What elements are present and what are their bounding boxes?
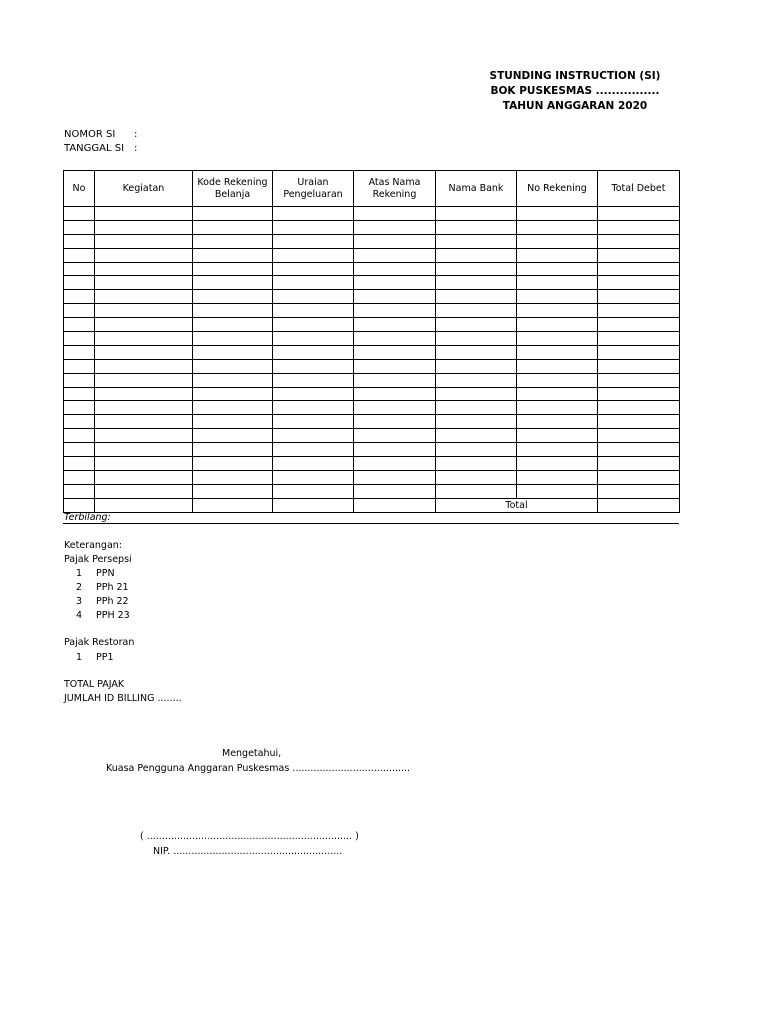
- table-cell[interactable]: [64, 234, 95, 248]
- table-cell[interactable]: [436, 207, 517, 221]
- nomor-si-label: NOMOR SI: [64, 129, 116, 140]
- table-cell[interactable]: [273, 276, 354, 290]
- table-cell[interactable]: [193, 387, 273, 401]
- table-row: [64, 373, 680, 387]
- table-row: [64, 318, 680, 332]
- table-cell[interactable]: [273, 415, 354, 429]
- table-cell[interactable]: [64, 484, 95, 498]
- table-cell[interactable]: [436, 345, 517, 359]
- table-cell[interactable]: [95, 429, 193, 443]
- kuasa-pengguna-label: Kuasa Pengguna Anggaran Puskesmas .......................................: [106, 763, 411, 774]
- table-cell[interactable]: [517, 429, 598, 443]
- terbilang-divider: [63, 523, 679, 524]
- header-line-2: BOK PUSKESMAS ................: [490, 85, 660, 97]
- table-cell[interactable]: [436, 470, 517, 484]
- column-header: Atas Nama Rekening: [354, 171, 436, 207]
- table-cell[interactable]: [436, 262, 517, 276]
- list-item-label: PPh 22: [96, 596, 129, 607]
- table-cell[interactable]: [354, 207, 436, 221]
- table-cell[interactable]: [95, 484, 193, 498]
- list-item-label: PPH 23: [96, 610, 130, 621]
- table-cell[interactable]: [517, 415, 598, 429]
- table-cell[interactable]: [517, 276, 598, 290]
- table-row: [64, 332, 680, 346]
- nip-line: NIP. ........................................................: [153, 846, 343, 857]
- table-cell[interactable]: [95, 276, 193, 290]
- table-cell[interactable]: [436, 276, 517, 290]
- table-row: [64, 207, 680, 221]
- table-cell[interactable]: [64, 345, 95, 359]
- table-cell[interactable]: [193, 248, 273, 262]
- list-item-label: PP1: [96, 652, 114, 663]
- table-cell[interactable]: [193, 290, 273, 304]
- table-cell[interactable]: [193, 304, 273, 318]
- table-cell[interactable]: [517, 345, 598, 359]
- table-cell[interactable]: [64, 387, 95, 401]
- table-cell[interactable]: [517, 387, 598, 401]
- table-row: [64, 443, 680, 457]
- table-cell[interactable]: [64, 318, 95, 332]
- table-row: [64, 387, 680, 401]
- table-cell[interactable]: [95, 457, 193, 471]
- table-cell[interactable]: [436, 457, 517, 471]
- table-cell[interactable]: [193, 443, 273, 457]
- table-cell[interactable]: [95, 345, 193, 359]
- table-cell[interactable]: [95, 220, 193, 234]
- table-cell[interactable]: [64, 443, 95, 457]
- table-body: [64, 207, 680, 499]
- table-cell[interactable]: [354, 470, 436, 484]
- instruction-table: [63, 170, 680, 513]
- table-cell[interactable]: [436, 484, 517, 498]
- table-cell[interactable]: [95, 262, 193, 276]
- table-cell[interactable]: [273, 401, 354, 415]
- table-cell[interactable]: [64, 276, 95, 290]
- table-cell[interactable]: [95, 387, 193, 401]
- table-cell[interactable]: [193, 318, 273, 332]
- table-cell[interactable]: [273, 248, 354, 262]
- table-cell[interactable]: [517, 332, 598, 346]
- terbilang-label: Terbilang:: [64, 512, 111, 523]
- table-row: [64, 415, 680, 429]
- keterangan-title: Keterangan:: [64, 540, 122, 551]
- table-cell[interactable]: [193, 220, 273, 234]
- table-row: [64, 234, 680, 248]
- table-cell[interactable]: [598, 345, 680, 359]
- table-cell[interactable]: [517, 401, 598, 415]
- table-row: [64, 484, 680, 498]
- table-header-row: [64, 171, 680, 207]
- list-item: [64, 610, 130, 621]
- total-label: Total: [436, 498, 598, 512]
- table-cell[interactable]: [64, 220, 95, 234]
- tanggal-si-label: TANGGAL SI: [64, 143, 125, 154]
- table-cell[interactable]: [193, 429, 273, 443]
- table-cell[interactable]: [64, 429, 95, 443]
- table-cell[interactable]: [354, 220, 436, 234]
- table-cell[interactable]: [193, 484, 273, 498]
- table-cell[interactable]: [354, 248, 436, 262]
- list-item-number: 1: [75, 652, 82, 663]
- table-cell[interactable]: [354, 373, 436, 387]
- table-cell[interactable]: [436, 304, 517, 318]
- table-row: [64, 262, 680, 276]
- table-cell[interactable]: [193, 276, 273, 290]
- table-cell[interactable]: [354, 484, 436, 498]
- table-cell[interactable]: [273, 498, 354, 512]
- table-row: [64, 304, 680, 318]
- table-cell[interactable]: [517, 318, 598, 332]
- list-item-number: 3: [75, 596, 82, 607]
- table-cell[interactable]: [354, 262, 436, 276]
- table-cell[interactable]: [354, 276, 436, 290]
- table-row: [64, 276, 680, 290]
- table-cell[interactable]: [436, 373, 517, 387]
- table-cell[interactable]: [598, 429, 680, 443]
- table-cell[interactable]: [436, 359, 517, 373]
- table-cell[interactable]: [273, 359, 354, 373]
- table-cell[interactable]: [273, 429, 354, 443]
- table-cell[interactable]: [64, 304, 95, 318]
- nomor-si-separator: :: [134, 129, 138, 140]
- table-row: [64, 457, 680, 471]
- list-item: [64, 568, 115, 579]
- column-header: No: [64, 171, 95, 207]
- table-cell[interactable]: [598, 457, 680, 471]
- list-item: [64, 596, 129, 607]
- table-cell[interactable]: [517, 290, 598, 304]
- table-cell[interactable]: [193, 401, 273, 415]
- table-cell[interactable]: [273, 220, 354, 234]
- table-cell[interactable]: [354, 234, 436, 248]
- table-cell[interactable]: [436, 443, 517, 457]
- table-cell[interactable]: [354, 457, 436, 471]
- table-cell[interactable]: [517, 484, 598, 498]
- table-cell[interactable]: [598, 207, 680, 221]
- table-cell[interactable]: [436, 290, 517, 304]
- table-cell[interactable]: [64, 373, 95, 387]
- table-cell[interactable]: [273, 443, 354, 457]
- table-cell[interactable]: [64, 457, 95, 471]
- table-row: [64, 248, 680, 262]
- signature-name-line: ( .................................................................... ): [140, 831, 359, 842]
- column-header: Nama Bank: [436, 171, 517, 207]
- column-header: Uraian Pengeluaran: [273, 171, 354, 207]
- table-cell[interactable]: [273, 304, 354, 318]
- tanggal-si-row: [64, 143, 137, 154]
- table-cell[interactable]: [436, 387, 517, 401]
- jumlah-id-billing-label: JUMLAH ID BILLING ........: [64, 693, 182, 704]
- table-cell[interactable]: [273, 470, 354, 484]
- table-cell[interactable]: [64, 498, 95, 512]
- table-cell[interactable]: [517, 359, 598, 373]
- table-cell[interactable]: [598, 276, 680, 290]
- table-cell[interactable]: [598, 290, 680, 304]
- table-cell[interactable]: [598, 262, 680, 276]
- table-cell[interactable]: [193, 498, 273, 512]
- table-cell[interactable]: [273, 484, 354, 498]
- table-cell[interactable]: [64, 470, 95, 484]
- pajak-persepsi-title: Pajak Persepsi: [64, 554, 132, 565]
- column-header: No Rekening: [517, 171, 598, 207]
- table-cell[interactable]: [354, 498, 436, 512]
- table-cell[interactable]: [354, 429, 436, 443]
- table-cell[interactable]: [598, 373, 680, 387]
- table-cell[interactable]: [273, 332, 354, 346]
- table-cell[interactable]: [95, 234, 193, 248]
- table-cell[interactable]: [598, 387, 680, 401]
- nomor-si-row: [64, 129, 137, 140]
- list-item-number: 2: [75, 582, 82, 593]
- table-cell[interactable]: [193, 373, 273, 387]
- total-row: [64, 498, 680, 512]
- table-cell[interactable]: [354, 304, 436, 318]
- table-cell[interactable]: [436, 429, 517, 443]
- table-cell[interactable]: [273, 318, 354, 332]
- table-cell[interactable]: [64, 415, 95, 429]
- table-cell[interactable]: [273, 387, 354, 401]
- table-cell[interactable]: [436, 318, 517, 332]
- column-header: Kegiatan: [95, 171, 193, 207]
- table-cell[interactable]: [273, 345, 354, 359]
- table-cell[interactable]: [517, 470, 598, 484]
- table-cell[interactable]: [95, 373, 193, 387]
- table-cell[interactable]: [436, 415, 517, 429]
- table-cell[interactable]: [95, 498, 193, 512]
- table-cell[interactable]: [193, 234, 273, 248]
- table-cell[interactable]: [64, 248, 95, 262]
- table-cell[interactable]: [354, 318, 436, 332]
- table-cell[interactable]: [354, 387, 436, 401]
- table-cell[interactable]: [354, 359, 436, 373]
- total-debet-value[interactable]: [598, 498, 680, 512]
- table-row: [64, 401, 680, 415]
- list-item-number: 4: [75, 610, 82, 621]
- header-line-1: STUNDING INSTRUCTION (SI): [489, 70, 661, 82]
- table-cell[interactable]: [193, 457, 273, 471]
- table-cell[interactable]: [95, 304, 193, 318]
- table-cell[interactable]: [273, 234, 354, 248]
- table-cell[interactable]: [517, 262, 598, 276]
- table-cell[interactable]: [95, 359, 193, 373]
- table-cell[interactable]: [436, 248, 517, 262]
- table-cell[interactable]: [95, 248, 193, 262]
- table-cell[interactable]: [598, 443, 680, 457]
- table-cell[interactable]: [436, 401, 517, 415]
- table-cell[interactable]: [193, 415, 273, 429]
- table-row: [64, 429, 680, 443]
- table-cell[interactable]: [354, 290, 436, 304]
- table-cell[interactable]: [598, 332, 680, 346]
- table-cell[interactable]: [95, 318, 193, 332]
- table-cell[interactable]: [598, 318, 680, 332]
- table-cell[interactable]: [64, 262, 95, 276]
- table-cell[interactable]: [193, 345, 273, 359]
- table-cell[interactable]: [273, 457, 354, 471]
- table-cell[interactable]: [598, 415, 680, 429]
- column-header: Total Debet: [598, 171, 680, 207]
- table-cell[interactable]: [436, 220, 517, 234]
- table-row: [64, 359, 680, 373]
- table-cell[interactable]: [95, 415, 193, 429]
- list-item-label: PPh 21: [96, 582, 129, 593]
- table-cell[interactable]: [64, 359, 95, 373]
- table-cell[interactable]: [95, 207, 193, 221]
- table-cell[interactable]: [517, 220, 598, 234]
- table-row: [64, 345, 680, 359]
- table-cell[interactable]: [598, 470, 680, 484]
- table-cell[interactable]: [273, 207, 354, 221]
- table-cell[interactable]: [95, 470, 193, 484]
- table-cell[interactable]: [598, 248, 680, 262]
- table-cell[interactable]: [193, 359, 273, 373]
- table-cell[interactable]: [95, 290, 193, 304]
- table-cell[interactable]: [517, 248, 598, 262]
- table-cell[interactable]: [64, 401, 95, 415]
- table-cell[interactable]: [598, 304, 680, 318]
- table-cell[interactable]: [436, 332, 517, 346]
- table-cell[interactable]: [354, 415, 436, 429]
- list-item-number: 1: [75, 568, 82, 579]
- table-row: [64, 290, 680, 304]
- table-cell[interactable]: [273, 262, 354, 276]
- list-item: [64, 582, 129, 593]
- mengetahui-label: Mengetahui,: [222, 748, 282, 759]
- table-cell[interactable]: [193, 332, 273, 346]
- column-header: Kode Rekening Belanja: [193, 171, 273, 207]
- table-cell[interactable]: [64, 207, 95, 221]
- table-cell[interactable]: [273, 373, 354, 387]
- pajak-restoran-title: Pajak Restoran: [64, 637, 135, 648]
- table-cell[interactable]: [598, 220, 680, 234]
- table-cell[interactable]: [517, 304, 598, 318]
- table-cell[interactable]: [517, 457, 598, 471]
- total-pajak-label: TOTAL PAJAK: [64, 679, 125, 690]
- table-cell[interactable]: [598, 401, 680, 415]
- table-cell[interactable]: [95, 401, 193, 415]
- list-item-label: PPN: [96, 568, 115, 579]
- table-cell[interactable]: [193, 470, 273, 484]
- table-cell[interactable]: [64, 332, 95, 346]
- table-cell[interactable]: [517, 234, 598, 248]
- table-cell[interactable]: [273, 290, 354, 304]
- header-line-3: TAHUN ANGGARAN 2020: [502, 100, 648, 112]
- table-cell[interactable]: [95, 443, 193, 457]
- table-cell[interactable]: [64, 290, 95, 304]
- table-cell[interactable]: [354, 401, 436, 415]
- table-cell[interactable]: [517, 443, 598, 457]
- table-cell[interactable]: [436, 234, 517, 248]
- table-cell[interactable]: [95, 332, 193, 346]
- table-row: [64, 470, 680, 484]
- table-row: [64, 220, 680, 234]
- list-item: [64, 652, 114, 663]
- table-cell[interactable]: [598, 359, 680, 373]
- table-cell[interactable]: [517, 373, 598, 387]
- table-cell[interactable]: [354, 443, 436, 457]
- table-cell[interactable]: [598, 234, 680, 248]
- table-cell[interactable]: [354, 345, 436, 359]
- table-cell[interactable]: [193, 207, 273, 221]
- tanggal-si-separator: :: [134, 143, 138, 154]
- table-cell[interactable]: [354, 332, 436, 346]
- table-cell[interactable]: [193, 262, 273, 276]
- table-cell[interactable]: [598, 484, 680, 498]
- table-cell[interactable]: [517, 207, 598, 221]
